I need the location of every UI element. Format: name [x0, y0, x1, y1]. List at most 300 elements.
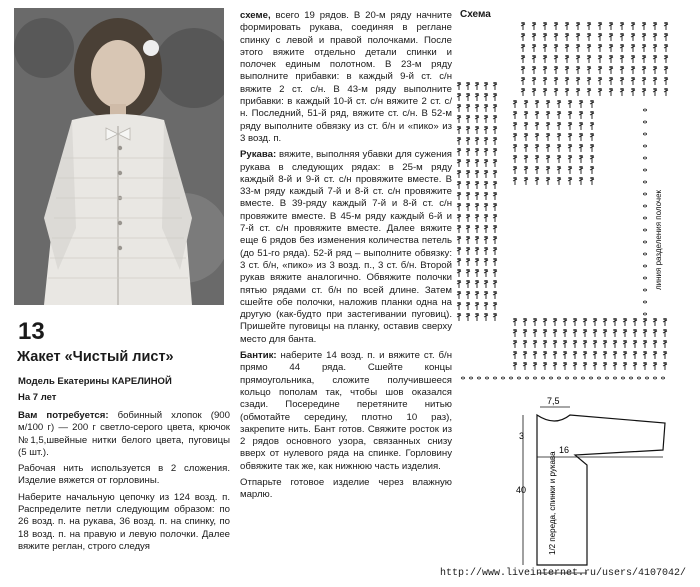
- chart-stitch: [664, 22, 668, 30]
- chart-stitch: [663, 329, 667, 337]
- chart-stitch: [563, 362, 567, 370]
- chart-stitch: [513, 100, 517, 108]
- chart-stitch: [532, 44, 536, 52]
- chart-stitch: [598, 22, 602, 30]
- chart-chain: [573, 377, 576, 379]
- chart-stitch: [457, 159, 461, 167]
- chart-stitch: [563, 351, 567, 359]
- chart-stitch: [590, 166, 594, 174]
- chart-stitch: [587, 22, 591, 30]
- chart-stitch: [565, 66, 569, 74]
- chart-stitch: [663, 318, 667, 326]
- chart-stitch: [631, 88, 635, 96]
- chart-stitch: [583, 329, 587, 337]
- chart-stitch: [457, 104, 461, 112]
- chart-stitch: [457, 126, 461, 134]
- chart-stitch: [583, 318, 587, 326]
- chart-stitch: [513, 111, 517, 119]
- chart-stitch: [484, 115, 488, 123]
- chart-stitch: [484, 93, 488, 101]
- chart-stitch: [532, 55, 536, 63]
- chart-chain: [643, 109, 646, 111]
- chart-stitch: [643, 329, 647, 337]
- chart-stitch: [563, 340, 567, 348]
- chart-stitch: [543, 55, 547, 63]
- chart-stitch: [573, 340, 577, 348]
- chart-stitch: [609, 44, 613, 52]
- chart-stitch: [493, 313, 497, 321]
- chart-stitch: [475, 159, 479, 167]
- chart-stitch: [521, 33, 525, 41]
- chart-chain: [643, 253, 646, 255]
- chart-stitch: [598, 66, 602, 74]
- chart-stitch: [466, 93, 470, 101]
- chart-stitch: [484, 170, 488, 178]
- chart-stitch: [573, 318, 577, 326]
- chart-stitch: [546, 111, 550, 119]
- chart-stitch: [587, 44, 591, 52]
- body-label: схеме,: [240, 10, 271, 21]
- chart-stitch: [475, 203, 479, 211]
- chart-stitch: [513, 329, 517, 337]
- chart-stitch: [521, 66, 525, 74]
- chart-stitch: [554, 44, 558, 52]
- chart-stitch: [583, 351, 587, 359]
- chart-stitch: [543, 66, 547, 74]
- chart-chain: [661, 377, 664, 379]
- chart-stitch: [609, 88, 613, 96]
- chart-stitch: [664, 77, 668, 85]
- chart-stitch: [613, 362, 617, 370]
- chart-stitch: [475, 148, 479, 156]
- chart-stitch: [643, 318, 647, 326]
- chart-stitch: [484, 159, 488, 167]
- chart-stitch: [457, 236, 461, 244]
- chart-stitch: [587, 33, 591, 41]
- chart-stitch: [553, 362, 557, 370]
- chart-stitch: [466, 302, 470, 310]
- pattern-schematic: [515, 395, 695, 575]
- chart-stitch: [576, 88, 580, 96]
- bow-paragraph: [240, 350, 452, 473]
- chart-stitch: [521, 88, 525, 96]
- chart-chain: [565, 377, 568, 379]
- chart-stitch: [475, 137, 479, 145]
- chart-chain: [581, 377, 584, 379]
- chart-stitch: [466, 126, 470, 134]
- chart-stitch: [633, 362, 637, 370]
- chart-chain: [643, 169, 646, 171]
- bow-label: Бантик:: [240, 350, 277, 362]
- chart-stitch: [466, 203, 470, 211]
- chart-stitch: [543, 33, 547, 41]
- chart-stitch: [466, 214, 470, 222]
- chart-stitch: [513, 362, 517, 370]
- chart-stitch: [457, 302, 461, 310]
- chart-stitch: [466, 258, 470, 266]
- chart-chain: [653, 377, 656, 379]
- chart-stitch: [493, 181, 497, 189]
- chart-chain: [643, 181, 646, 183]
- chart-stitch: [587, 55, 591, 63]
- chart-stitch: [613, 318, 617, 326]
- dim-top: 7,5: [547, 396, 560, 406]
- instructions-right-column: [240, 10, 452, 506]
- chart-stitch: [535, 166, 539, 174]
- chart-stitch: [457, 214, 461, 222]
- chart-stitch: [623, 318, 627, 326]
- chart-stitch: [587, 77, 591, 85]
- chart-stitch: [535, 177, 539, 185]
- chart-stitch: [653, 351, 657, 359]
- chart-stitch: [565, 88, 569, 96]
- chart-stitch: [493, 225, 497, 233]
- chart-stitch: [457, 93, 461, 101]
- dim-sixteen: 16: [559, 445, 570, 455]
- chart-stitch: [576, 77, 580, 85]
- chart-stitch: [513, 318, 517, 326]
- chart-stitch: [493, 137, 497, 145]
- chart-chain: [501, 377, 504, 379]
- chart-title: Схема: [460, 9, 491, 20]
- chart-stitch: [557, 177, 561, 185]
- chart-stitch: [475, 302, 479, 310]
- crochet-chart: [455, 20, 695, 390]
- chart-stitch: [579, 122, 583, 130]
- chart-stitch: [493, 214, 497, 222]
- chart-stitch: [583, 362, 587, 370]
- chart-chain: [643, 193, 646, 195]
- chart-stitch: [533, 340, 537, 348]
- chart-stitch: [598, 55, 602, 63]
- chart-chain: [643, 301, 646, 303]
- chart-stitch: [603, 351, 607, 359]
- chart-stitch: [546, 122, 550, 130]
- chart-stitch: [590, 133, 594, 141]
- chart-stitch: [642, 77, 646, 85]
- chart-stitch: [620, 44, 624, 52]
- chart-stitch: [533, 329, 537, 337]
- chart-stitch: [546, 100, 550, 108]
- chart-stitch: [475, 291, 479, 299]
- model-number: 13: [18, 318, 45, 345]
- finishing-paragraph: Отпарьте готовое изделие через влажную марлю.: [240, 476, 452, 501]
- chart-stitch: [513, 166, 517, 174]
- chart-stitch: [466, 159, 470, 167]
- chart-stitch: [653, 362, 657, 370]
- chart-stitch: [466, 170, 470, 178]
- chart-chain: [645, 377, 648, 379]
- chart-stitch: [609, 77, 613, 85]
- chart-stitch: [532, 66, 536, 74]
- chart-chain: [613, 377, 616, 379]
- chart-stitch: [554, 66, 558, 74]
- chart-stitch: [557, 133, 561, 141]
- chart-stitch: [631, 44, 635, 52]
- chart-stitch: [475, 313, 479, 321]
- chart-stitch: [593, 351, 597, 359]
- chart-chain: [597, 377, 600, 379]
- chart-stitch: [598, 77, 602, 85]
- chart-stitch: [493, 247, 497, 255]
- chart-stitch: [493, 258, 497, 266]
- chart-stitch: [568, 144, 572, 152]
- materials-label: Вам потребуется:: [18, 410, 109, 421]
- chart-chain: [557, 377, 560, 379]
- chart-stitch: [493, 291, 497, 299]
- chart-chain: [643, 121, 646, 123]
- chart-chain: [533, 377, 536, 379]
- chart-stitch: [593, 340, 597, 348]
- chart-stitch: [554, 33, 558, 41]
- chart-stitch: [579, 177, 583, 185]
- model-age: На 7 лет: [18, 392, 57, 403]
- chart-chain: [509, 377, 512, 379]
- chart-stitch: [663, 340, 667, 348]
- chart-stitch: [543, 88, 547, 96]
- chart-stitch: [484, 291, 488, 299]
- chart-stitch: [557, 166, 561, 174]
- yarn-note: Рабочая нить используется в 2 сложения. Изделие вяжется от горловины.: [18, 463, 230, 487]
- chart-stitch: [573, 329, 577, 337]
- chart-chain: [525, 377, 528, 379]
- chart-stitch: [457, 82, 461, 90]
- chart-stitch: [493, 302, 497, 310]
- cast-on-paragraph: Наберите начальную цепочку из 124 возд. п. Распределите петли следующим образом: по 26 возд. п. на рукава, 36 возд. п. на спинку, по 18 возд. п. на правую и левую полочки. Далее вяжите реглан, строго следуя: [18, 491, 230, 552]
- chart-stitch: [475, 181, 479, 189]
- chart-stitch: [466, 181, 470, 189]
- chart-stitch: [457, 258, 461, 266]
- chart-stitch: [568, 133, 572, 141]
- chart-stitch: [576, 44, 580, 52]
- chart-stitch: [557, 155, 561, 163]
- chart-stitch: [623, 340, 627, 348]
- chart-stitch: [513, 122, 517, 130]
- chart-stitch: [568, 111, 572, 119]
- chart-stitch: [532, 22, 536, 30]
- chart-stitch: [543, 351, 547, 359]
- chart-stitch: [554, 77, 558, 85]
- chart-stitch: [554, 22, 558, 30]
- chart-stitch: [653, 66, 657, 74]
- chart-stitch: [493, 269, 497, 277]
- chart-stitch: [603, 362, 607, 370]
- chart-stitch: [466, 148, 470, 156]
- chart-stitch: [457, 115, 461, 123]
- chart-stitch: [598, 88, 602, 96]
- chart-stitch: [557, 122, 561, 130]
- chart-stitch: [553, 329, 557, 337]
- chart-stitch: [493, 159, 497, 167]
- chart-stitch: [620, 22, 624, 30]
- chart-stitch: [664, 88, 668, 96]
- chart-stitch: [475, 214, 479, 222]
- chart-stitch: [590, 122, 594, 130]
- chart-stitch: [533, 351, 537, 359]
- chart-stitch: [568, 177, 572, 185]
- chart-stitch: [457, 313, 461, 321]
- chart-stitch: [609, 22, 613, 30]
- chart-stitch: [484, 236, 488, 244]
- chart-stitch: [521, 55, 525, 63]
- chart-chain: [637, 377, 640, 379]
- chart-stitch: [653, 329, 657, 337]
- chart-stitch: [631, 55, 635, 63]
- chart-stitch: [587, 88, 591, 96]
- chart-chain: [477, 377, 480, 379]
- chart-stitch: [493, 115, 497, 123]
- chart-stitch: [457, 181, 461, 189]
- chart-stitch: [653, 33, 657, 41]
- chart-chain: [485, 377, 488, 379]
- chart-stitch: [484, 181, 488, 189]
- chart-stitch: [457, 137, 461, 145]
- chart-stitch: [457, 269, 461, 277]
- chart-stitch: [484, 137, 488, 145]
- chart-stitch: [475, 247, 479, 255]
- pattern-vertical-label: 1/2 переда, спинки и рукава: [548, 451, 557, 555]
- source-url: http://www.liveinternet.ru/users/4107042/: [440, 568, 687, 579]
- chart-symbols: [457, 22, 668, 379]
- sleeves-label: Рукава:: [240, 149, 277, 161]
- chart-stitch: [653, 340, 657, 348]
- chart-stitch: [631, 22, 635, 30]
- chart-chain: [589, 377, 592, 379]
- chart-stitch: [643, 362, 647, 370]
- chart-stitch: [653, 77, 657, 85]
- chart-stitch: [475, 82, 479, 90]
- chart-stitch: [620, 77, 624, 85]
- chart-stitch: [484, 269, 488, 277]
- chart-stitch: [568, 166, 572, 174]
- chart-chain: [643, 205, 646, 207]
- chart-chain: [469, 377, 472, 379]
- chart-stitch: [457, 203, 461, 211]
- chart-stitch: [493, 126, 497, 134]
- chart-stitch: [484, 302, 488, 310]
- chart-stitch: [466, 104, 470, 112]
- chart-chain: [643, 277, 646, 279]
- chart-stitch: [590, 100, 594, 108]
- chart-chain: [605, 377, 608, 379]
- chart-stitch: [590, 111, 594, 119]
- chart-stitch: [553, 351, 557, 359]
- chart-stitch: [457, 247, 461, 255]
- chart-stitch: [664, 55, 668, 63]
- chart-stitch: [513, 133, 517, 141]
- chart-stitch: [613, 351, 617, 359]
- chart-chain: [541, 377, 544, 379]
- instructions-left-column: [18, 410, 230, 557]
- chart-stitch: [568, 100, 572, 108]
- chart-stitch: [475, 170, 479, 178]
- chart-stitch: [653, 318, 657, 326]
- chart-vertical-label: линия разделения полочек: [654, 189, 663, 290]
- chart-stitch: [513, 144, 517, 152]
- model-title: Жакет «Чистый лист»: [17, 349, 174, 365]
- chart-stitch: [475, 258, 479, 266]
- chart-stitch: [524, 122, 528, 130]
- chart-stitch: [466, 291, 470, 299]
- chart-stitch: [633, 340, 637, 348]
- chart-stitch: [546, 133, 550, 141]
- chart-stitch: [620, 88, 624, 96]
- chart-stitch: [524, 100, 528, 108]
- chart-stitch: [523, 362, 527, 370]
- chart-stitch: [457, 280, 461, 288]
- chart-stitch: [493, 82, 497, 90]
- chart-stitch: [603, 329, 607, 337]
- chart-stitch: [557, 144, 561, 152]
- model-author: Модель Екатерины КАРЕЛИНОЙ: [18, 376, 172, 387]
- chart-stitch: [484, 313, 488, 321]
- chart-stitch: [620, 55, 624, 63]
- chart-stitch: [475, 115, 479, 123]
- chart-chain: [621, 377, 624, 379]
- chart-stitch: [457, 291, 461, 299]
- chart-stitch: [475, 192, 479, 200]
- chart-stitch: [603, 318, 607, 326]
- chart-stitch: [590, 144, 594, 152]
- chart-stitch: [603, 340, 607, 348]
- chart-stitch: [613, 340, 617, 348]
- chart-stitch: [568, 155, 572, 163]
- chart-stitch: [583, 340, 587, 348]
- body-text: всего 19 рядов. В 20-м ряду начните формировать рукава, соединяя в реглане спинку с левой и правой полочками. После этого вяжите отдельно детали спинки и полочек единым полотном. В 23-м ряду выполните прибавки: в каждый 9-й ст. с/н вяжите 2 ст. с/н. В 43-м ряду выполните прибавки: в каждый 10-й ст. с/н вяжите 2 ст. с/н. Последний, 51-й ряд, вяжите ст. с/н. В 52-м ряду выполните обвязку из ст. б/н и «пико» из 3 возд. п.: [240, 10, 452, 144]
- chart-stitch: [513, 340, 517, 348]
- chart-stitch: [533, 318, 537, 326]
- chart-stitch: [579, 100, 583, 108]
- chart-stitch: [493, 203, 497, 211]
- chart-stitch: [543, 318, 547, 326]
- chart-stitch: [535, 144, 539, 152]
- chart-stitch: [524, 111, 528, 119]
- chart-stitch: [598, 33, 602, 41]
- chart-stitch: [590, 177, 594, 185]
- chart-stitch: [532, 88, 536, 96]
- chart-stitch: [579, 155, 583, 163]
- chart-stitch: [524, 177, 528, 185]
- chart-stitch: [484, 247, 488, 255]
- chart-stitch: [579, 144, 583, 152]
- chart-stitch: [620, 33, 624, 41]
- chart-stitch: [565, 22, 569, 30]
- chart-stitch: [609, 66, 613, 74]
- chart-stitch: [466, 82, 470, 90]
- chart-stitch: [642, 33, 646, 41]
- chart-stitch: [493, 170, 497, 178]
- chart-stitch: [535, 100, 539, 108]
- chart-stitch: [565, 33, 569, 41]
- chart-stitch: [653, 22, 657, 30]
- chart-stitch: [613, 329, 617, 337]
- chart-stitch: [663, 362, 667, 370]
- chart-chain: [461, 377, 464, 379]
- chart-stitch: [663, 351, 667, 359]
- chart-stitch: [631, 33, 635, 41]
- chart-stitch: [598, 44, 602, 52]
- chart-stitch: [484, 192, 488, 200]
- body-paragraph: [240, 10, 452, 145]
- chart-stitch: [557, 111, 561, 119]
- chart-stitch: [653, 88, 657, 96]
- chart-stitch: [521, 77, 525, 85]
- chart-stitch: [642, 22, 646, 30]
- chart-stitch: [466, 137, 470, 145]
- chart-chain: [643, 313, 646, 315]
- chart-stitch: [543, 77, 547, 85]
- chart-stitch: [633, 329, 637, 337]
